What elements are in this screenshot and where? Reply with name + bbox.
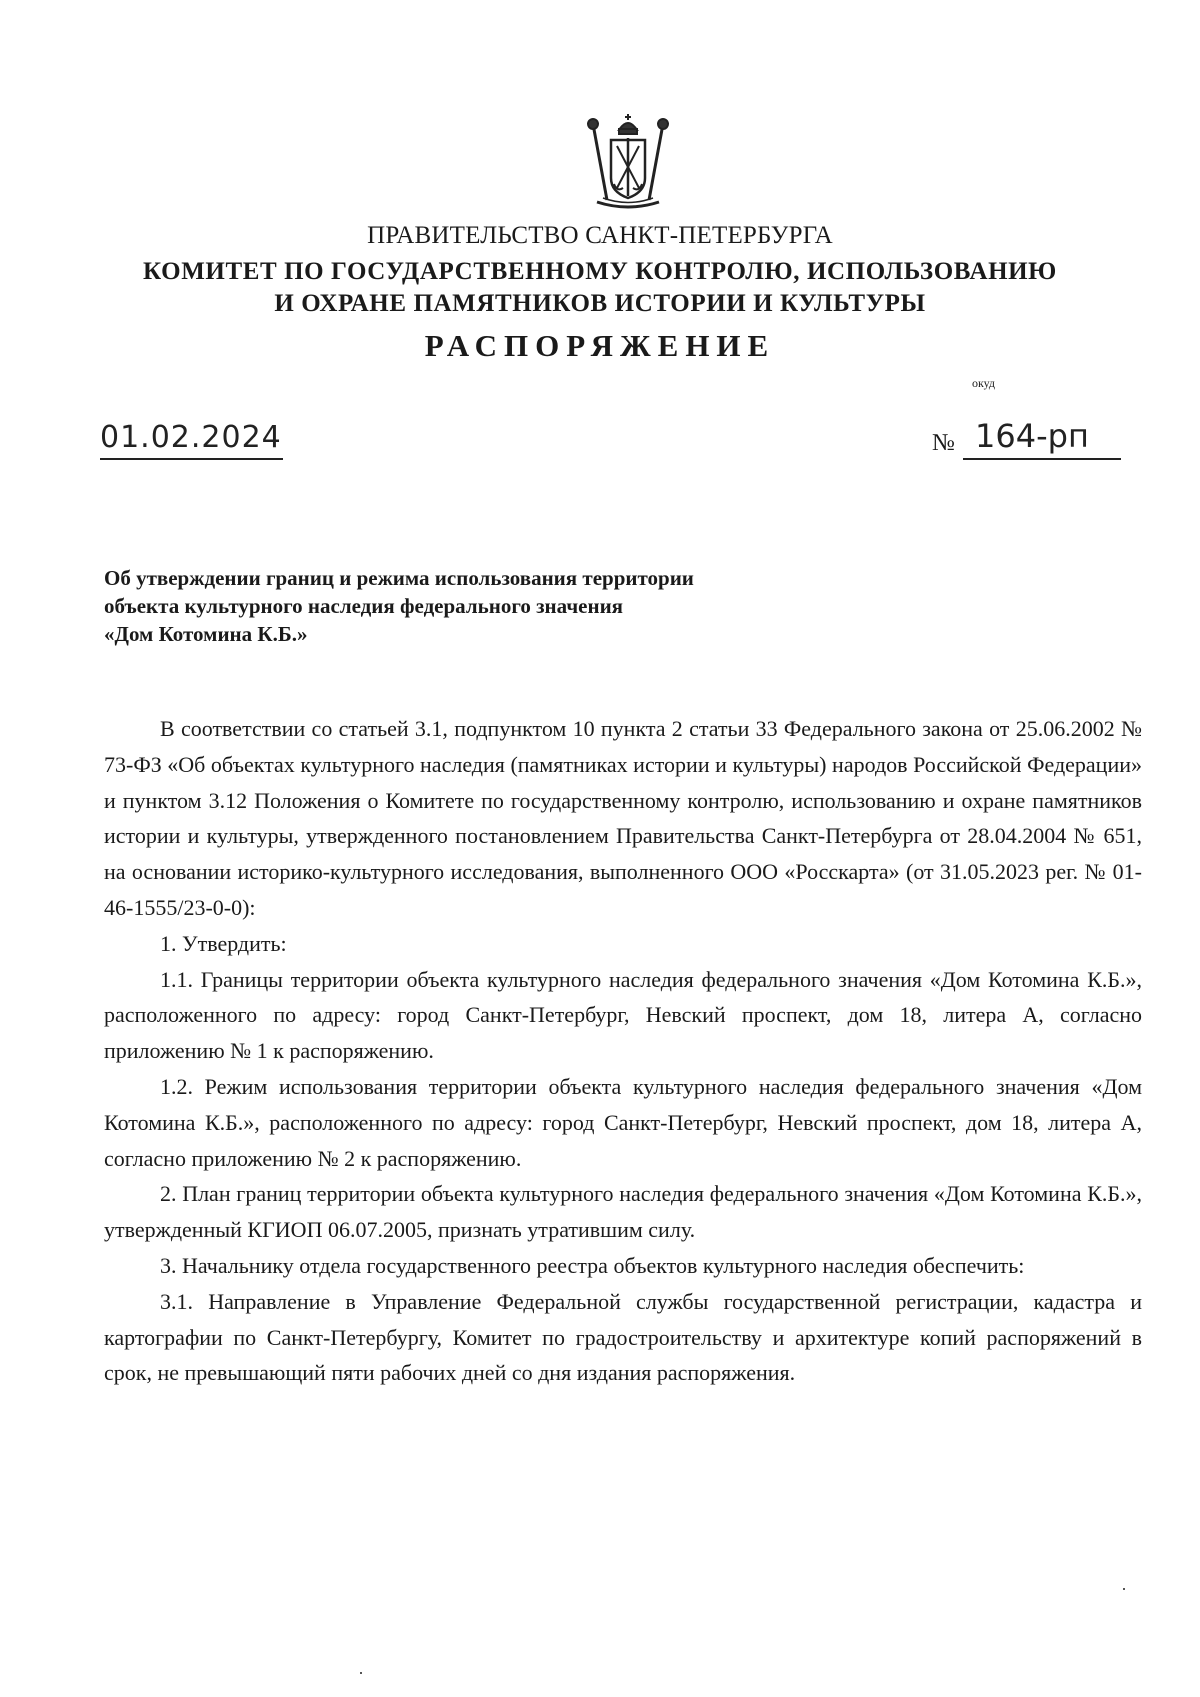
item-1-2: 1.2. Режим использования территории объекта культурного наследия федерального значения «Дом Котомина К.Б.», расположенного по адресу: город Санкт-Петербург, Невский проспект, дом 18, литера А, согласно приложению № 2 к распоряжению.: [104, 1073, 1142, 1171]
number-label: №: [932, 430, 955, 456]
subject-line3: «Дом Котомина К.Б.»: [104, 622, 308, 646]
government-title: ПРАВИТЕЛЬСТВО САНКТ-ПЕТЕРБУРГА: [367, 222, 833, 249]
document-number: 164-рп: [975, 417, 1089, 455]
document-body: [104, 711, 1142, 1391]
document-date: 01.02.2024: [100, 420, 282, 455]
date-underline: [100, 458, 283, 460]
subject-line2: объекта культурного наследия федерального значения: [104, 594, 624, 618]
scan-speck: [1123, 1588, 1125, 1590]
coat-of-arms-icon: [573, 112, 683, 212]
item-3: 3. Начальнику отдела государственного реестра объектов культурного наследия обеспечить:: [160, 1252, 1025, 1278]
item-2: 2. План границ территории объекта культурного наследия федерального значения «Дом Котомина К.Б.», утвержденный КГИОП 06.07.2005, признать утратившим силу.: [104, 1181, 1142, 1243]
number-underline: [963, 458, 1121, 460]
document-type: РАСПОРЯЖЕНИЕ: [424, 328, 776, 363]
committee-title-line2: И ОХРАНЕ ПАМЯТНИКОВ ИСТОРИИ И КУЛЬТУРЫ: [274, 290, 926, 317]
okud-label: окуд: [972, 376, 996, 390]
preamble-paragraph: В соответствии со статьей 3.1, подпунктом 10 пункта 2 статьи 33 Федерального закона от 25.06.2002 № 73-ФЗ «Об объектах культурного наследия (памятниках истории и культуры) народов Российской Федерации» и пунктом 3.12 Положения о Комитете по государственному контролю, использованию и охране памятников истории и культуры, утвержденного постановлением Правительства Санкт-Петербурга от 28.04.2004 № 651, на основании историко-культурного исследования, выполненного ООО «Росскарта» (от 31.05.2023 рег. № 01-46-1555/23-0-0):: [104, 716, 1142, 920]
item-3-1: 3.1. Направление в Управление Федеральной службы государственной регистрации, кадастра и картографии по Санкт-Петербургу, Комитет по градостроительству и архитектуре копий распоряжений в срок, не превышающий пяти рабочих дней со дня издания распоряжения.: [104, 1288, 1142, 1386]
scan-speck: [360, 1672, 362, 1674]
document-subject: [104, 564, 694, 648]
item-1: 1. Утвердить:: [160, 930, 287, 956]
item-1-1: 1.1. Границы территории объекта культурного наследия федерального значения «Дом Котомина К.Б.», расположенного по адресу: город Санкт-Петербург, Невский проспект, дом 18, литера А, согласно приложению № 1 к распоряжению.: [104, 966, 1142, 1064]
committee-title-line1: КОМИТЕТ ПО ГОСУДАРСТВЕННОМУ КОНТРОЛЮ, ИСПОЛЬЗОВАНИЮ: [143, 258, 1057, 285]
subject-line1: Об утверждении границ и режима использования территории: [104, 566, 694, 590]
